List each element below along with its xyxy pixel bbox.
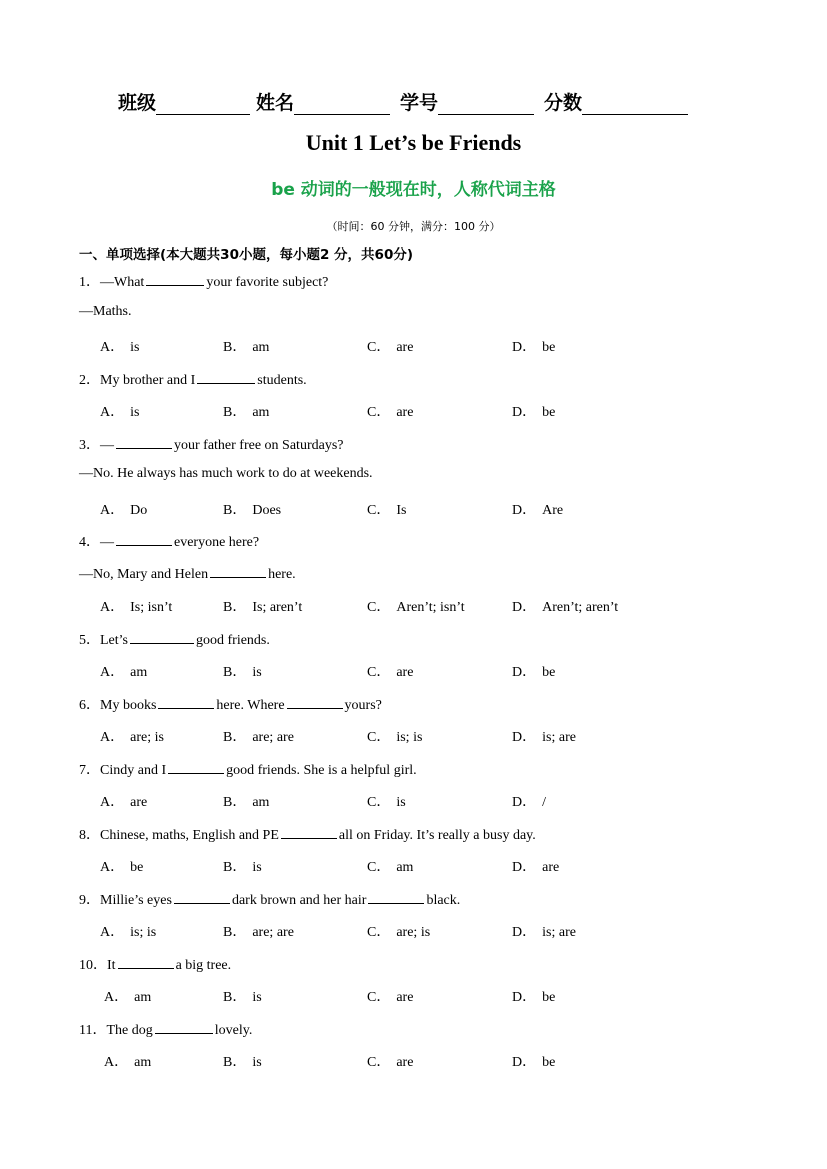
question-stem: 10．It a big tree. — [79, 954, 231, 974]
option-c[interactable]: C． are — [367, 340, 414, 355]
option-a[interactable]: A． am — [104, 1055, 152, 1070]
answer-blank[interactable] — [281, 825, 337, 839]
option-c[interactable]: C． are — [367, 1055, 414, 1070]
option-a[interactable]: A． Is; isn’t — [100, 600, 173, 615]
option-a[interactable]: A． is — [100, 405, 140, 420]
options-row — [104, 986, 744, 1004]
answer-blank[interactable] — [174, 890, 230, 904]
name-blank[interactable] — [294, 94, 390, 115]
score-label: 分数 — [544, 92, 583, 114]
option-b[interactable]: B． is — [223, 1055, 262, 1070]
option-b[interactable]: B． is — [223, 860, 262, 875]
option-b[interactable]: B． Does — [223, 503, 282, 518]
answer-blank[interactable] — [210, 564, 266, 578]
student-info-line — [118, 88, 718, 115]
stem-text: —What — [100, 275, 145, 290]
options-row — [100, 596, 740, 614]
options-row — [100, 401, 740, 419]
options-row — [104, 1051, 744, 1069]
option-c[interactable]: C． are — [367, 990, 414, 1005]
question-number: 1． — [79, 275, 100, 290]
question-stem: 4．— everyone here? — [79, 531, 259, 551]
answer-blank[interactable] — [116, 532, 172, 546]
answer-blank[interactable] — [197, 370, 255, 384]
answer-blank[interactable] — [116, 435, 172, 449]
option-d[interactable]: D． / — [512, 795, 547, 810]
option-d[interactable]: D． be — [512, 990, 556, 1005]
option-d[interactable]: D． be — [512, 405, 556, 420]
time-info: （时间：60 分钟，满分：100 分） — [326, 220, 501, 233]
option-d[interactable]: D． be — [512, 665, 556, 680]
option-b[interactable]: B． are; are — [223, 925, 294, 940]
option-b[interactable]: B． is — [223, 990, 262, 1005]
question-stem — [79, 271, 328, 291]
option-d[interactable]: D． is; are — [512, 925, 576, 940]
option-a[interactable]: A． is — [100, 340, 140, 355]
name-label: 姓名 — [256, 92, 295, 114]
option-c[interactable]: C． Aren’t; isn’t — [367, 600, 465, 615]
answer-blank[interactable] — [168, 760, 224, 774]
answer-blank[interactable] — [118, 955, 174, 969]
question-stem: 7．Cindy and I good friends. She is a helpful girl. — [79, 759, 417, 779]
dialogue-reply: —Maths. — [79, 304, 132, 319]
option-b[interactable]: B． am — [223, 340, 270, 355]
option-d[interactable]: D． be — [512, 1055, 556, 1070]
options-row — [100, 791, 740, 809]
options-row — [100, 856, 740, 874]
option-a[interactable]: A． be — [100, 860, 144, 875]
class-blank[interactable] — [156, 94, 250, 115]
question-stem: 9．Millie’s eyes dark brown and her hair black. — [79, 889, 460, 909]
option-a[interactable]: A． are; is — [100, 730, 164, 745]
answer-blank[interactable] — [368, 890, 424, 904]
option-a[interactable]: A． am — [100, 665, 148, 680]
options-row — [100, 726, 740, 744]
option-d[interactable]: D． be — [512, 340, 556, 355]
option-c[interactable]: C． is; is — [367, 730, 423, 745]
option-c[interactable]: C． are — [367, 405, 414, 420]
option-c[interactable]: C． am — [367, 860, 414, 875]
question-stem: 8．Chinese, maths, English and PE all on Friday. It’s really a busy day. — [79, 824, 536, 844]
option-d[interactable]: D． are — [512, 860, 560, 875]
page-subtitle: be 动词的一般现在时，人称代词主格 — [271, 180, 556, 200]
option-a[interactable]: A． is; is — [100, 925, 157, 940]
dialogue-reply: —No. He always has much work to do at weekends. — [79, 466, 373, 481]
answer-blank[interactable] — [146, 272, 204, 286]
option-c[interactable]: C． are — [367, 665, 414, 680]
option-d[interactable]: D． Aren’t; aren’t — [512, 600, 619, 615]
stem-text: your favorite subject? — [206, 275, 329, 290]
answer-blank[interactable] — [130, 630, 194, 644]
question-stem: 2．My brother and I students. — [79, 369, 307, 389]
option-d[interactable]: D． is; are — [512, 730, 576, 745]
option-a[interactable]: A． Do — [100, 503, 148, 518]
option-b[interactable]: B． are; are — [223, 730, 294, 745]
question-stem: 3．— your father free on Saturdays? — [79, 434, 343, 454]
option-c[interactable]: C． are; is — [367, 925, 431, 940]
option-c[interactable]: C． Is — [367, 503, 407, 518]
option-b[interactable]: B． am — [223, 795, 270, 810]
options-row — [100, 499, 740, 517]
section-title: 一、单项选择(本大题共30小题，每小题2 分，共60分) — [79, 247, 414, 263]
option-b[interactable]: B． Is; aren’t — [223, 600, 303, 615]
number-label: 学号 — [400, 92, 439, 114]
class-label: 班级 — [118, 92, 157, 114]
option-c[interactable]: C． is — [367, 795, 406, 810]
question-stem: 11．The dog lovely. — [79, 1019, 252, 1039]
option-b[interactable]: B． am — [223, 405, 270, 420]
dialogue-reply: —No, Mary and Helen here. — [79, 564, 296, 583]
answer-blank[interactable] — [155, 1020, 213, 1034]
option-b[interactable]: B． is — [223, 665, 262, 680]
options-row — [100, 336, 740, 354]
options-row — [100, 921, 740, 939]
number-blank[interactable] — [438, 94, 534, 115]
question-stem: 6．My books here. Where yours? — [79, 694, 382, 714]
option-d[interactable]: D． Are — [512, 503, 564, 518]
score-blank[interactable] — [582, 94, 688, 115]
answer-blank[interactable] — [158, 695, 214, 709]
question-stem: 5．Let’s good friends. — [79, 629, 270, 649]
page-title: Unit 1 Let’s be Friends — [305, 130, 522, 155]
option-a[interactable]: A． are — [100, 795, 148, 810]
options-row — [100, 661, 740, 679]
option-a[interactable]: A． am — [104, 990, 152, 1005]
answer-blank[interactable] — [287, 695, 343, 709]
